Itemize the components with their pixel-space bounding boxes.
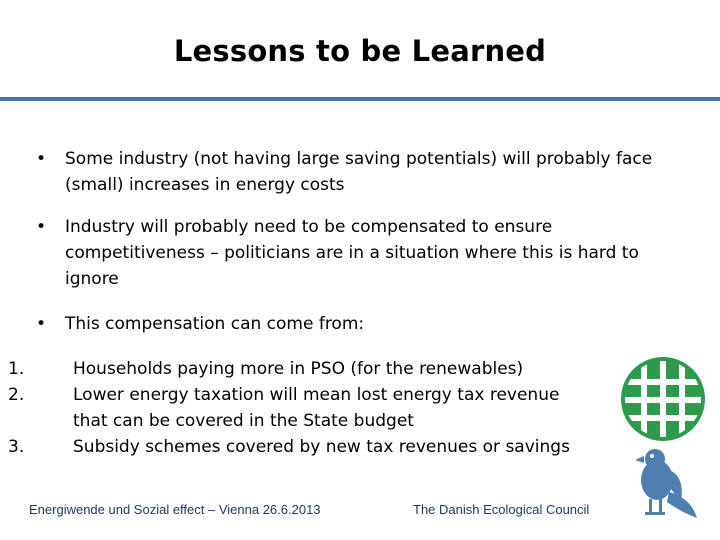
slide-title: Lessons to be Learned — [173, 34, 547, 68]
numbered-item — [8, 434, 598, 460]
title-divider — [0, 97, 720, 101]
footer-organization: The Danish Ecological Council — [413, 502, 590, 517]
bullet-marker: • — [36, 217, 47, 237]
bullet-item — [36, 214, 656, 292]
item-text: Lower energy taxation will mean lost energy tax revenue that can be covered in the State budget — [73, 385, 560, 431]
item-text: Subsidy schemes covered by new tax revenues or savings — [73, 437, 570, 457]
bullet-marker: • — [36, 314, 47, 334]
footer-event: Energiwende und Sozial effect – Vienna 26.6.2013 — [29, 502, 321, 517]
numbered-list — [8, 356, 598, 460]
item-number: 2. — [8, 385, 25, 405]
item-number: 1. — [8, 359, 25, 379]
item-text: Households paying more in PSO (for the renewables) — [73, 359, 524, 379]
numbered-item — [8, 382, 568, 434]
numbered-item — [8, 356, 598, 382]
bullet-text: Some industry (not having large saving potentials) will probably face (small) increases in energy costs — [65, 149, 653, 195]
bullet-text: This compensation can come from: — [65, 314, 365, 334]
bullet-text: Industry will probably need to be compensated to ensure competitiveness – politicians are in a situation where this is hard to ignore — [65, 217, 639, 289]
bullet-item — [36, 146, 656, 198]
item-number: 3. — [8, 437, 25, 457]
globe-with-bird-logo-icon — [611, 352, 715, 524]
bullet-item — [36, 311, 656, 337]
bullet-marker: • — [36, 149, 47, 169]
